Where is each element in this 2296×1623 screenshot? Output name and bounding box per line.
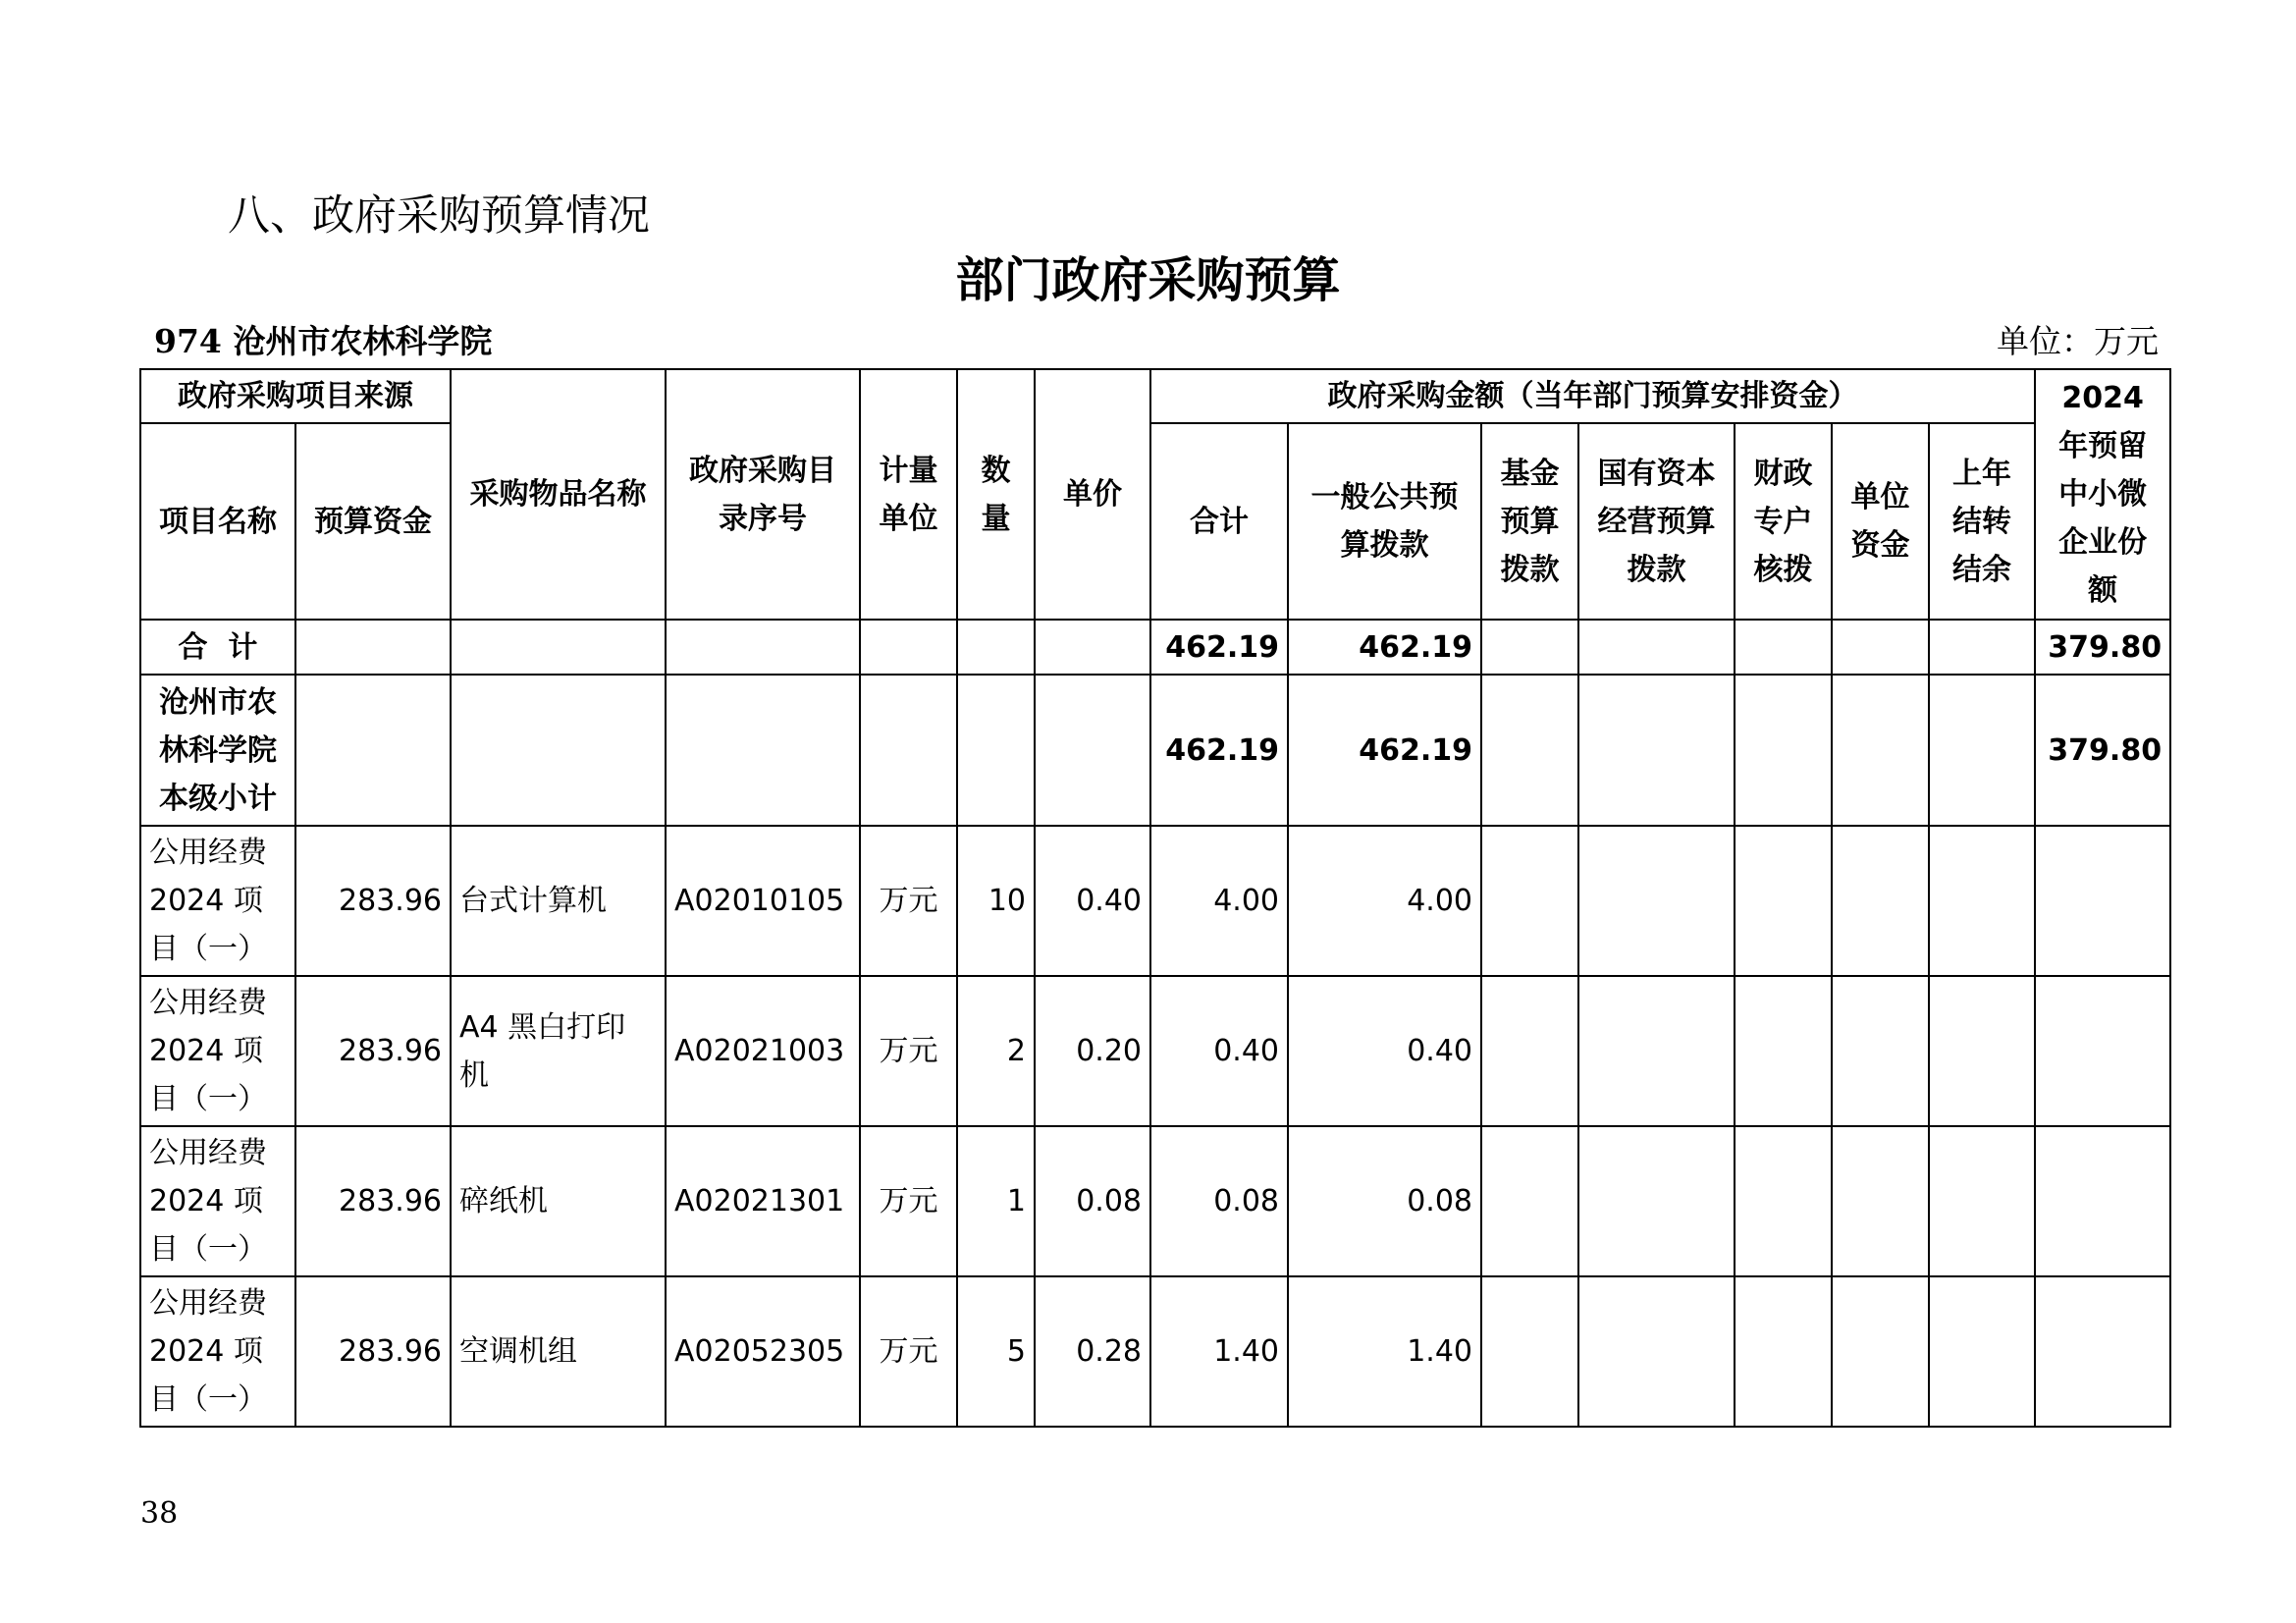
empty-cell bbox=[451, 675, 666, 826]
subtotal-row bbox=[140, 675, 2170, 826]
item-budget-funds: 283.96 bbox=[295, 1126, 451, 1276]
empty-cell bbox=[1832, 976, 1929, 1126]
item-unit-price: 0.28 bbox=[1035, 1276, 1150, 1427]
item-quantity: 5 bbox=[957, 1276, 1035, 1427]
empty-cell bbox=[2035, 976, 2170, 1126]
empty-cell bbox=[1832, 675, 1929, 826]
item-total: 1.40 bbox=[1150, 1276, 1288, 1427]
table-row bbox=[140, 826, 2170, 976]
item-catalog-no: A02021301 bbox=[666, 1126, 860, 1276]
empty-cell bbox=[295, 620, 451, 675]
empty-cell bbox=[1929, 1276, 2035, 1427]
item-measure-unit: 万元 bbox=[860, 1126, 957, 1276]
empty-cell bbox=[666, 675, 860, 826]
empty-cell bbox=[1481, 826, 1578, 976]
empty-cell bbox=[1578, 1126, 1735, 1276]
item-measure-unit: 万元 bbox=[860, 1276, 957, 1427]
item-general-budget: 1.40 bbox=[1288, 1276, 1481, 1427]
empty-cell bbox=[1735, 1126, 1832, 1276]
item-general-budget: 0.40 bbox=[1288, 976, 1481, 1126]
empty-cell bbox=[1929, 1126, 2035, 1276]
item-budget-funds: 283.96 bbox=[295, 1276, 451, 1427]
section-heading: 八、政府采购预算情况 bbox=[228, 191, 650, 241]
header-fund-budget: 基金 预算 拨款 bbox=[1481, 423, 1578, 620]
empty-cell bbox=[957, 620, 1035, 675]
page-number: 38 bbox=[140, 1496, 179, 1531]
item-name: 碎纸机 bbox=[451, 1126, 666, 1276]
total-sme-share: 379.80 bbox=[2035, 620, 2170, 675]
item-project-name: 公用经费 2024 项 目（一） bbox=[140, 976, 295, 1126]
table-row bbox=[140, 976, 2170, 1126]
header-special-account: 财政 专户 核拨 bbox=[1735, 423, 1832, 620]
empty-cell bbox=[1832, 1276, 1929, 1427]
item-catalog-no: A02010105 bbox=[666, 826, 860, 976]
item-quantity: 10 bbox=[957, 826, 1035, 976]
header-unit-price: 单价 bbox=[1035, 369, 1150, 620]
item-quantity: 1 bbox=[957, 1126, 1035, 1276]
item-total: 0.08 bbox=[1150, 1126, 1288, 1276]
empty-cell bbox=[1735, 1276, 1832, 1427]
item-catalog-no: A02052305 bbox=[666, 1276, 860, 1427]
item-name: 台式计算机 bbox=[451, 826, 666, 976]
empty-cell bbox=[1929, 976, 2035, 1126]
header-catalog-no: 政府采购目 录序号 bbox=[666, 369, 860, 620]
item-unit-price: 0.40 bbox=[1035, 826, 1150, 976]
empty-cell bbox=[1035, 620, 1150, 675]
table-row bbox=[140, 1126, 2170, 1276]
empty-cell bbox=[1832, 620, 1929, 675]
subtotal-sme-share: 379.80 bbox=[2035, 675, 2170, 826]
item-project-name: 公用经费 2024 项 目（一） bbox=[140, 826, 295, 976]
empty-cell bbox=[1735, 620, 1832, 675]
subtotal-amount: 462.19 bbox=[1150, 675, 1288, 826]
header-amount-group: 政府采购金额（当年部门预算安排资金） bbox=[1150, 369, 2035, 423]
header-sme-share: 2024 年预留 中小微 企业份 额 bbox=[2035, 369, 2170, 620]
unit-label: 单位：万元 bbox=[1997, 322, 2159, 360]
total-row bbox=[140, 620, 2170, 675]
empty-cell bbox=[1481, 620, 1578, 675]
empty-cell bbox=[1832, 826, 1929, 976]
item-general-budget: 0.08 bbox=[1288, 1126, 1481, 1276]
header-carryover: 上年 结转 结余 bbox=[1929, 423, 2035, 620]
empty-cell bbox=[1929, 675, 2035, 826]
empty-cell bbox=[451, 620, 666, 675]
header-state-capital: 国有资本 经营预算 拨款 bbox=[1578, 423, 1735, 620]
empty-cell bbox=[860, 675, 957, 826]
header-general-budget: 一般公共预 算拨款 bbox=[1288, 423, 1481, 620]
empty-cell bbox=[1735, 976, 1832, 1126]
table-row bbox=[140, 1276, 2170, 1427]
organization-name: 974 沧州市农林科学院 bbox=[154, 322, 493, 360]
empty-cell bbox=[1481, 976, 1578, 1126]
item-total: 4.00 bbox=[1150, 826, 1288, 976]
header-project-name: 项目名称 bbox=[140, 423, 295, 620]
header-unit-funds: 单位 资金 bbox=[1832, 423, 1929, 620]
page-title: 部门政府采购预算 bbox=[955, 251, 1341, 308]
item-general-budget: 4.00 bbox=[1288, 826, 1481, 976]
subtotal-general-budget: 462.19 bbox=[1288, 675, 1481, 826]
empty-cell bbox=[1481, 1276, 1578, 1427]
empty-cell bbox=[1035, 675, 1150, 826]
empty-cell bbox=[1578, 826, 1735, 976]
header-budget-funds: 预算资金 bbox=[295, 423, 451, 620]
empty-cell bbox=[860, 620, 957, 675]
empty-cell bbox=[1832, 1126, 1929, 1276]
total-amount: 462.19 bbox=[1150, 620, 1288, 675]
empty-cell bbox=[1481, 675, 1578, 826]
total-general-budget: 462.19 bbox=[1288, 620, 1481, 675]
empty-cell bbox=[1929, 826, 2035, 976]
item-total: 0.40 bbox=[1150, 976, 1288, 1126]
item-project-name: 公用经费 2024 项 目（一） bbox=[140, 1126, 295, 1276]
item-measure-unit: 万元 bbox=[860, 976, 957, 1126]
empty-cell bbox=[1578, 675, 1735, 826]
empty-cell bbox=[1735, 675, 1832, 826]
item-budget-funds: 283.96 bbox=[295, 976, 451, 1126]
empty-cell bbox=[1578, 620, 1735, 675]
header-quantity: 数 量 bbox=[957, 369, 1035, 620]
total-label: 合 计 bbox=[140, 620, 295, 675]
empty-cell bbox=[1735, 826, 1832, 976]
empty-cell bbox=[295, 675, 451, 826]
empty-cell bbox=[1578, 976, 1735, 1126]
empty-cell bbox=[957, 675, 1035, 826]
empty-cell bbox=[1929, 620, 2035, 675]
item-measure-unit: 万元 bbox=[860, 826, 957, 976]
header-measure-unit: 计量 单位 bbox=[860, 369, 957, 620]
subtotal-label: 沧州市农 林科学院 本级小计 bbox=[140, 675, 295, 826]
header-source-group: 政府采购项目来源 bbox=[140, 369, 451, 423]
item-quantity: 2 bbox=[957, 976, 1035, 1126]
item-unit-price: 0.20 bbox=[1035, 976, 1150, 1126]
empty-cell bbox=[1578, 1276, 1735, 1427]
empty-cell bbox=[2035, 1126, 2170, 1276]
empty-cell bbox=[1481, 1126, 1578, 1276]
header-item-name: 采购物品名称 bbox=[451, 369, 666, 620]
procurement-budget-table bbox=[139, 368, 2171, 1428]
item-name: A4 黑白打印 机 bbox=[451, 976, 666, 1126]
item-name: 空调机组 bbox=[451, 1276, 666, 1427]
empty-cell bbox=[666, 620, 860, 675]
empty-cell bbox=[2035, 1276, 2170, 1427]
header-total: 合计 bbox=[1150, 423, 1288, 620]
item-catalog-no: A02021003 bbox=[666, 976, 860, 1126]
item-unit-price: 0.08 bbox=[1035, 1126, 1150, 1276]
empty-cell bbox=[2035, 826, 2170, 976]
item-project-name: 公用经费 2024 项 目（一） bbox=[140, 1276, 295, 1427]
item-budget-funds: 283.96 bbox=[295, 826, 451, 976]
